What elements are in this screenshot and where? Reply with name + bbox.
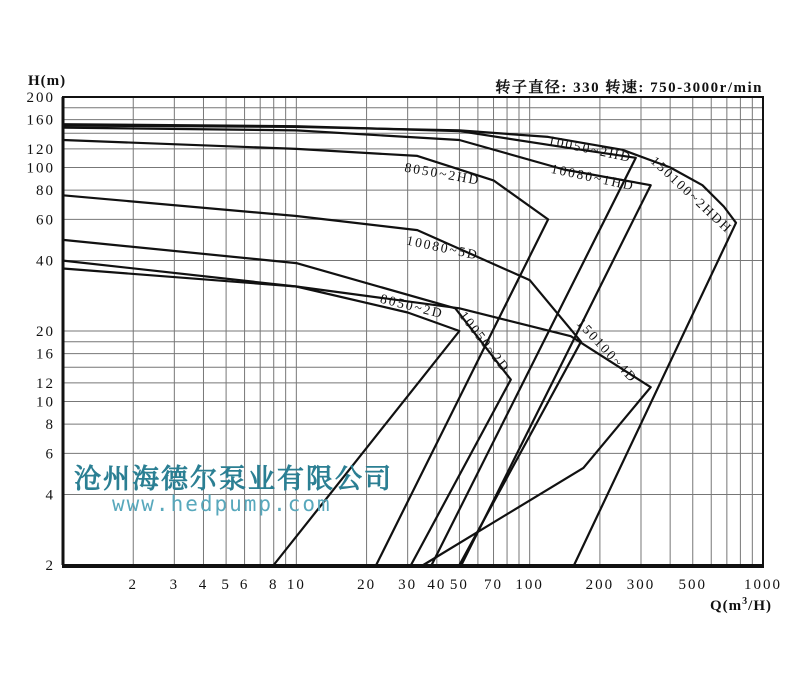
x-axis-label-exponent: 3 (742, 596, 749, 607)
x-tick-label: 70 (484, 577, 504, 593)
y-tick-label: 6 (45, 446, 55, 463)
y-axis-label: H(m) (28, 73, 67, 89)
x-tick-label: 3 (169, 577, 180, 593)
pump-curve-10050~2D (63, 240, 514, 565)
curve-label-10050~2HD: 10050~2HD (546, 132, 634, 166)
y-tick-label: 8 (45, 417, 55, 434)
y-tick-label: 10 (36, 394, 55, 411)
y-tick-label: 40 (36, 253, 55, 270)
y-tick-label: 160 (26, 112, 55, 129)
watermark-company-text: 沧州海德尔泵业有限公司 (74, 464, 393, 494)
x-tick-label: 40 (427, 577, 447, 593)
x-axis-label (710, 596, 772, 615)
y-tick-label: 200 (26, 90, 55, 106)
curve-label-8050~2HD: 8050~2HD (403, 159, 482, 188)
x-tick-label: 5 (221, 577, 231, 593)
curve-label-10050~2D: 10050~2D (456, 308, 514, 376)
y-tick-label: 16 (36, 346, 55, 363)
x-tick-label: 200 (585, 577, 615, 593)
x-tick-label: 30 (398, 577, 418, 593)
watermark-website-text: www.hedpump.com (112, 492, 332, 516)
y-tick-labels (27, 90, 56, 574)
x-tick-label: 50 (449, 577, 469, 593)
x-tick-label: 500 (678, 577, 708, 593)
y-tick-label: 60 (36, 212, 55, 229)
x-tick-label: 10 (286, 577, 306, 593)
y-tick-label: 80 (36, 183, 55, 200)
x-tick-label: 2 (128, 577, 138, 593)
chart-title: 转子直径: 330 转速: 750-3000r/min (495, 80, 763, 96)
y-tick-label: 120 (26, 141, 55, 158)
x-tick-label: 6 (239, 577, 250, 593)
pump-curve-150100~4D (63, 269, 651, 566)
curve-label-150100~2HDH: 150100~2HDH (647, 153, 736, 237)
x-tick-label: 20 (357, 577, 377, 593)
x-axis-label-suffix: /H) (748, 598, 772, 614)
x-axis-label-prefix: Q(m (709, 598, 743, 614)
x-tick-labels (128, 577, 782, 593)
curve-label-150100~4D: 150100~4D (573, 315, 641, 386)
y-tick-label: 20 (36, 324, 55, 340)
x-tick-label: 100 (515, 577, 544, 593)
curve-labels (379, 133, 736, 386)
y-tick-label: 100 (26, 160, 55, 177)
x-tick-label: 8 (268, 577, 279, 593)
x-tick-label: 300 (626, 577, 656, 593)
x-tick-label: 1000 (744, 577, 782, 593)
curve-label-10080~1HD: 10080~1HD (549, 160, 637, 194)
x-tick-label: 4 (198, 577, 209, 593)
y-tick-label: 12 (36, 375, 55, 392)
curve-label-8050~2D: 8050~2D (378, 290, 446, 322)
y-tick-label: 4 (45, 487, 55, 504)
curve-label-10080~5D: 10080~5D (405, 232, 481, 263)
y-tick-label: 2 (45, 558, 55, 574)
